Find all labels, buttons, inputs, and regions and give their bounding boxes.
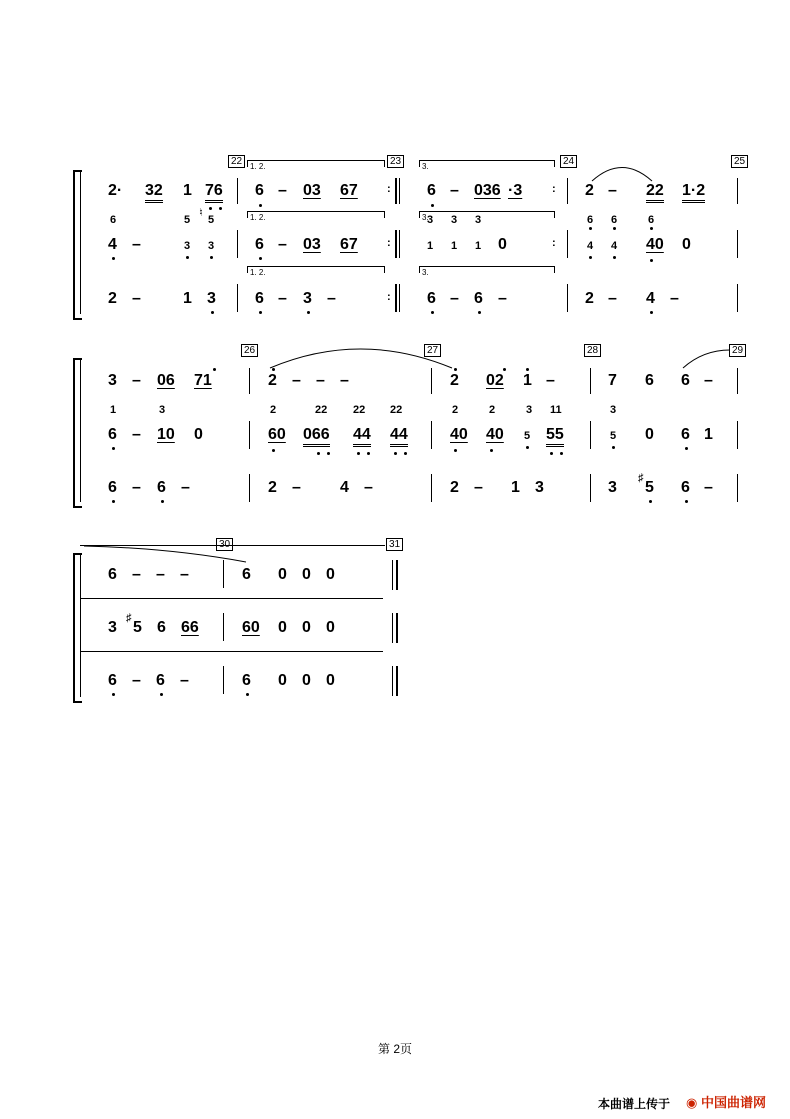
note: – [180,672,189,689]
note: 5 [610,430,617,442]
note: 3 [475,214,482,226]
volta-label: 3. [422,268,429,277]
volta-label: 1. 2. [250,213,266,222]
note: 22 [315,404,328,416]
note: – [132,426,141,443]
note: 67 [340,182,358,199]
note: 3 [610,404,617,416]
note: 0 [498,236,507,253]
note: 1 [704,426,713,443]
note: 0 [302,619,311,636]
note: 6 [427,182,436,199]
note: 6 [611,214,618,226]
note: 1 [183,182,192,199]
note: 6 [255,182,264,199]
note: 4 [646,290,655,307]
note: 6 [587,214,594,226]
note: 1 [110,404,117,416]
note: 71 [194,372,212,389]
note: 2 [585,182,594,199]
note: 55 [546,426,564,447]
note: 7 [608,372,617,389]
upload-label: 本曲谱上传于 [598,1097,671,1111]
note: 2 [270,404,277,416]
note: 2 [268,479,277,496]
note: 6 [242,566,251,583]
note: 10 [157,426,175,443]
note: 3 [108,619,117,636]
repeat-dots: : [552,183,556,195]
note: 1 [427,240,434,252]
note: – [546,372,555,389]
note: 6 [648,214,655,226]
volta-label: 1. 2. [250,162,266,171]
note: 6 [156,672,165,689]
measure-number: 29 [729,344,746,357]
note: 6 [427,290,436,307]
volta-label: 3. [422,213,429,222]
measure-number: 28 [584,344,601,357]
note: 3 [108,372,117,389]
note: – [278,182,287,199]
note: 3 [184,240,191,252]
note: 67 [340,236,358,253]
note: 2 [452,404,459,416]
note: 66 [181,619,199,636]
measure-number: 26 [241,344,258,357]
note: 6 [110,214,117,226]
note: 3 [303,290,312,307]
note: 40 [450,426,468,443]
note: 5 [645,479,654,496]
note: 4 [611,240,618,252]
note: 1 [511,479,520,496]
note: – [132,479,141,496]
note: – [327,290,336,307]
note: 0 [302,566,311,583]
note: 5 [184,214,191,226]
note: – [364,479,373,496]
note: 3 [159,404,166,416]
measure-number: 31 [386,538,403,551]
note: 2 [489,404,496,416]
note: – [450,182,459,199]
volta-label: 1. 2. [250,268,266,277]
note: 0 [278,672,287,689]
repeat-dots: : [552,237,556,249]
note: 1·2 [682,182,705,203]
note: 6 [681,479,690,496]
repeat-dots: : [387,237,391,249]
note: 1 [183,290,192,307]
note: 6 [108,426,117,443]
note: 1 [475,240,482,252]
note: 6 [645,372,654,389]
note: – [132,236,141,253]
note: – [156,566,165,583]
note: 6 [255,236,264,253]
note: 6 [108,672,117,689]
note: 2 [450,479,459,496]
measure-number: 24 [560,155,577,168]
note: 0 [302,672,311,689]
note: 11 [550,404,562,416]
note: 2 [268,372,277,389]
note: 4 [108,236,117,253]
note: 2 [108,290,117,307]
note: 3 [526,404,533,416]
note: – [704,479,713,496]
note: 5 [208,214,215,226]
note: 40 [646,236,664,253]
volta-label: 3. [422,162,429,171]
accidental-sharp: ♯ [126,612,132,624]
note: 06 [157,372,175,389]
note: – [704,372,713,389]
note: 6 [474,290,483,307]
site-logo[interactable] [686,1092,766,1111]
note: 0 [326,619,335,636]
repeat-dots: : [387,291,391,303]
note: 4 [340,479,349,496]
note: – [340,372,349,389]
note: – [132,372,141,389]
note: 6 [108,479,117,496]
note: – [132,566,141,583]
note: 03 [303,182,321,199]
note: 03 [303,236,321,253]
note: 4 [587,240,594,252]
note: 0 [278,619,287,636]
note: 6 [255,290,264,307]
note: 6 [157,619,166,636]
note: – [316,372,325,389]
note: 6 [681,426,690,443]
note: – [181,479,190,496]
note: 44 [390,426,408,447]
measure-number: 25 [731,155,748,168]
note: 3 [451,214,458,226]
measure-number: 27 [424,344,441,357]
note: – [608,290,617,307]
note: 2 [585,290,594,307]
note: 3 [535,479,544,496]
note: 3 [207,290,216,307]
note: 6 [681,372,690,389]
note: 3 [208,240,215,252]
note: 0 [682,236,691,253]
note: 5 [524,430,531,442]
note: 22 [353,404,366,416]
logo-icon: ◉ [686,1095,698,1110]
note: 5 [133,619,142,636]
note: – [180,566,189,583]
note: 60 [242,619,260,636]
note: – [450,290,459,307]
note: 44 [353,426,371,447]
repeat-dots: : [387,183,391,195]
note: 2 [450,372,459,389]
note: 3 [427,214,434,226]
note: 0 [194,426,203,443]
note: – [498,290,507,307]
page-number: 第 2页 [377,1042,412,1056]
note: 2· [108,182,123,199]
note: – [292,372,301,389]
note: – [132,672,141,689]
note: 6 [108,566,117,583]
measure-number: 22 [228,155,245,168]
measure-number: 23 [387,155,404,168]
note: – [278,236,287,253]
note: 32 [145,182,163,203]
note: 3 [608,479,617,496]
note: 0 [326,566,335,583]
slur [592,168,652,182]
note: 0 [326,672,335,689]
note: 6 [157,479,166,496]
note: 0 [645,426,654,443]
note: 60 [268,426,286,443]
note: 76 [205,182,223,203]
note: ·3 [508,182,523,199]
note: 1 [451,240,458,252]
note: 1 [523,372,532,389]
note: – [670,290,679,307]
note: 22 [646,182,664,203]
note: 22 [390,404,403,416]
note: 0 [278,566,287,583]
note: – [608,182,617,199]
note: 066 [303,426,330,447]
note: 6 [242,672,251,689]
note: 02 [486,372,504,389]
slur [270,349,452,368]
note: – [132,290,141,307]
logo-text: 中国曲谱网 [700,1095,766,1110]
slur [84,546,246,562]
note: – [278,290,287,307]
note: – [292,479,301,496]
note: 036 [474,182,501,199]
note: 40 [486,426,504,443]
accidental-natural: ♮ [199,207,203,219]
accidental-sharp: ♯ [638,472,644,484]
note: – [474,479,483,496]
slur [683,350,730,368]
